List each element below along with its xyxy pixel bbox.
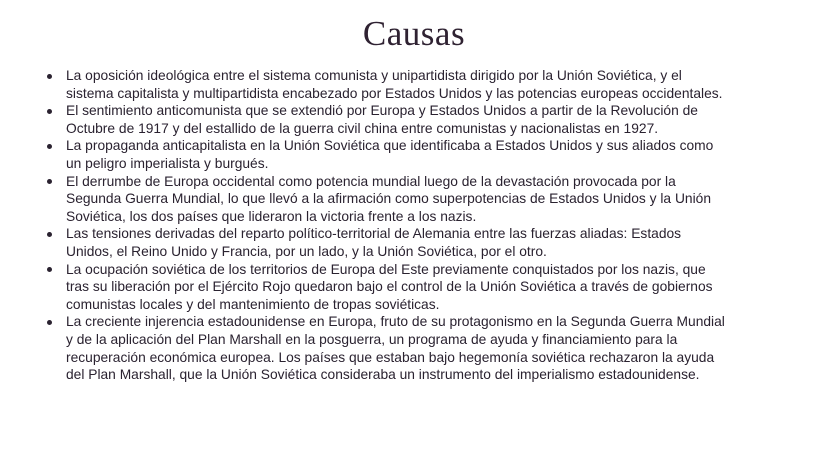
cause-text: La oposición ideológica entre el sistema comunista y unipartidista dirigido por la Unión Soviética, y el sistema capitalista y multipartidista encabezado por Estados Unidos y las potencias europeas occidentales. (66, 68, 723, 101)
bullet-icon (47, 74, 52, 79)
list-item (40, 102, 730, 137)
cause-text: La creciente injerencia estadounidense en Europa, fruto de su protagonismo en la Segunda Guerra Mundial y de la aplicación del Plan Marshall en la posguerra, un programa de ayuda y financiamiento para la recuperación económica europea. Los países que estaban bajo hegemonía soviética rechazaron la ayuda del Plan Marshall, que la Unión Soviética consideraba un instrumento del imperialismo estadounidense. (66, 314, 725, 383)
bullet-icon (47, 109, 52, 114)
bullet-icon (47, 267, 52, 272)
cause-text: El sentimiento anticomunista que se extendió por Europa y Estados Unidos a partir de la Revolución de Octubre de 1917 y del estallido de la guerra civil china entre comunistas y nacionalistas en 1927. (66, 103, 698, 136)
list-item (40, 225, 730, 260)
bullet-icon (47, 232, 52, 237)
list-item (40, 313, 730, 383)
cause-text: La propaganda anticapitalista en la Unión Soviética que identificaba a Estados Unidos y sus aliados como un peligro imperialista y burgués. (66, 138, 714, 171)
cause-text: Las tensiones derivadas del reparto político-territorial de Alemania entre las fuerzas aliadas: Estados Unidos, el Reino Unido y Francia, por un lado, y la Unión Soviética, por el otro. (66, 226, 682, 259)
cause-text: El derrumbe de Europa occidental como potencia mundial luego de la devastación provocada por la Segunda Guerra Mundial, lo que llevó a la afirmación como superpotencias de Estados Unidos y la Unión Soviética, los dos países que lideraron la victoria frente a los nazis. (66, 173, 711, 224)
cause-text: La ocupación soviética de los territorios de Europa del Este previamente conquistados por los nazis, que tras su liberación por el Ejército Rojo quedaron bajo el control de la Unión Soviética a través de gobiernos comunistas locales y del mantenimiento de tropas soviéticas. (66, 261, 713, 312)
list-item (40, 67, 730, 102)
list-item (40, 137, 730, 172)
bullet-icon (47, 179, 52, 184)
bullet-icon (47, 144, 52, 149)
list-item (40, 261, 730, 314)
page-title: Causas (362, 14, 466, 53)
causes-list (40, 67, 730, 384)
bullet-icon (47, 320, 52, 325)
list-item (40, 173, 730, 226)
